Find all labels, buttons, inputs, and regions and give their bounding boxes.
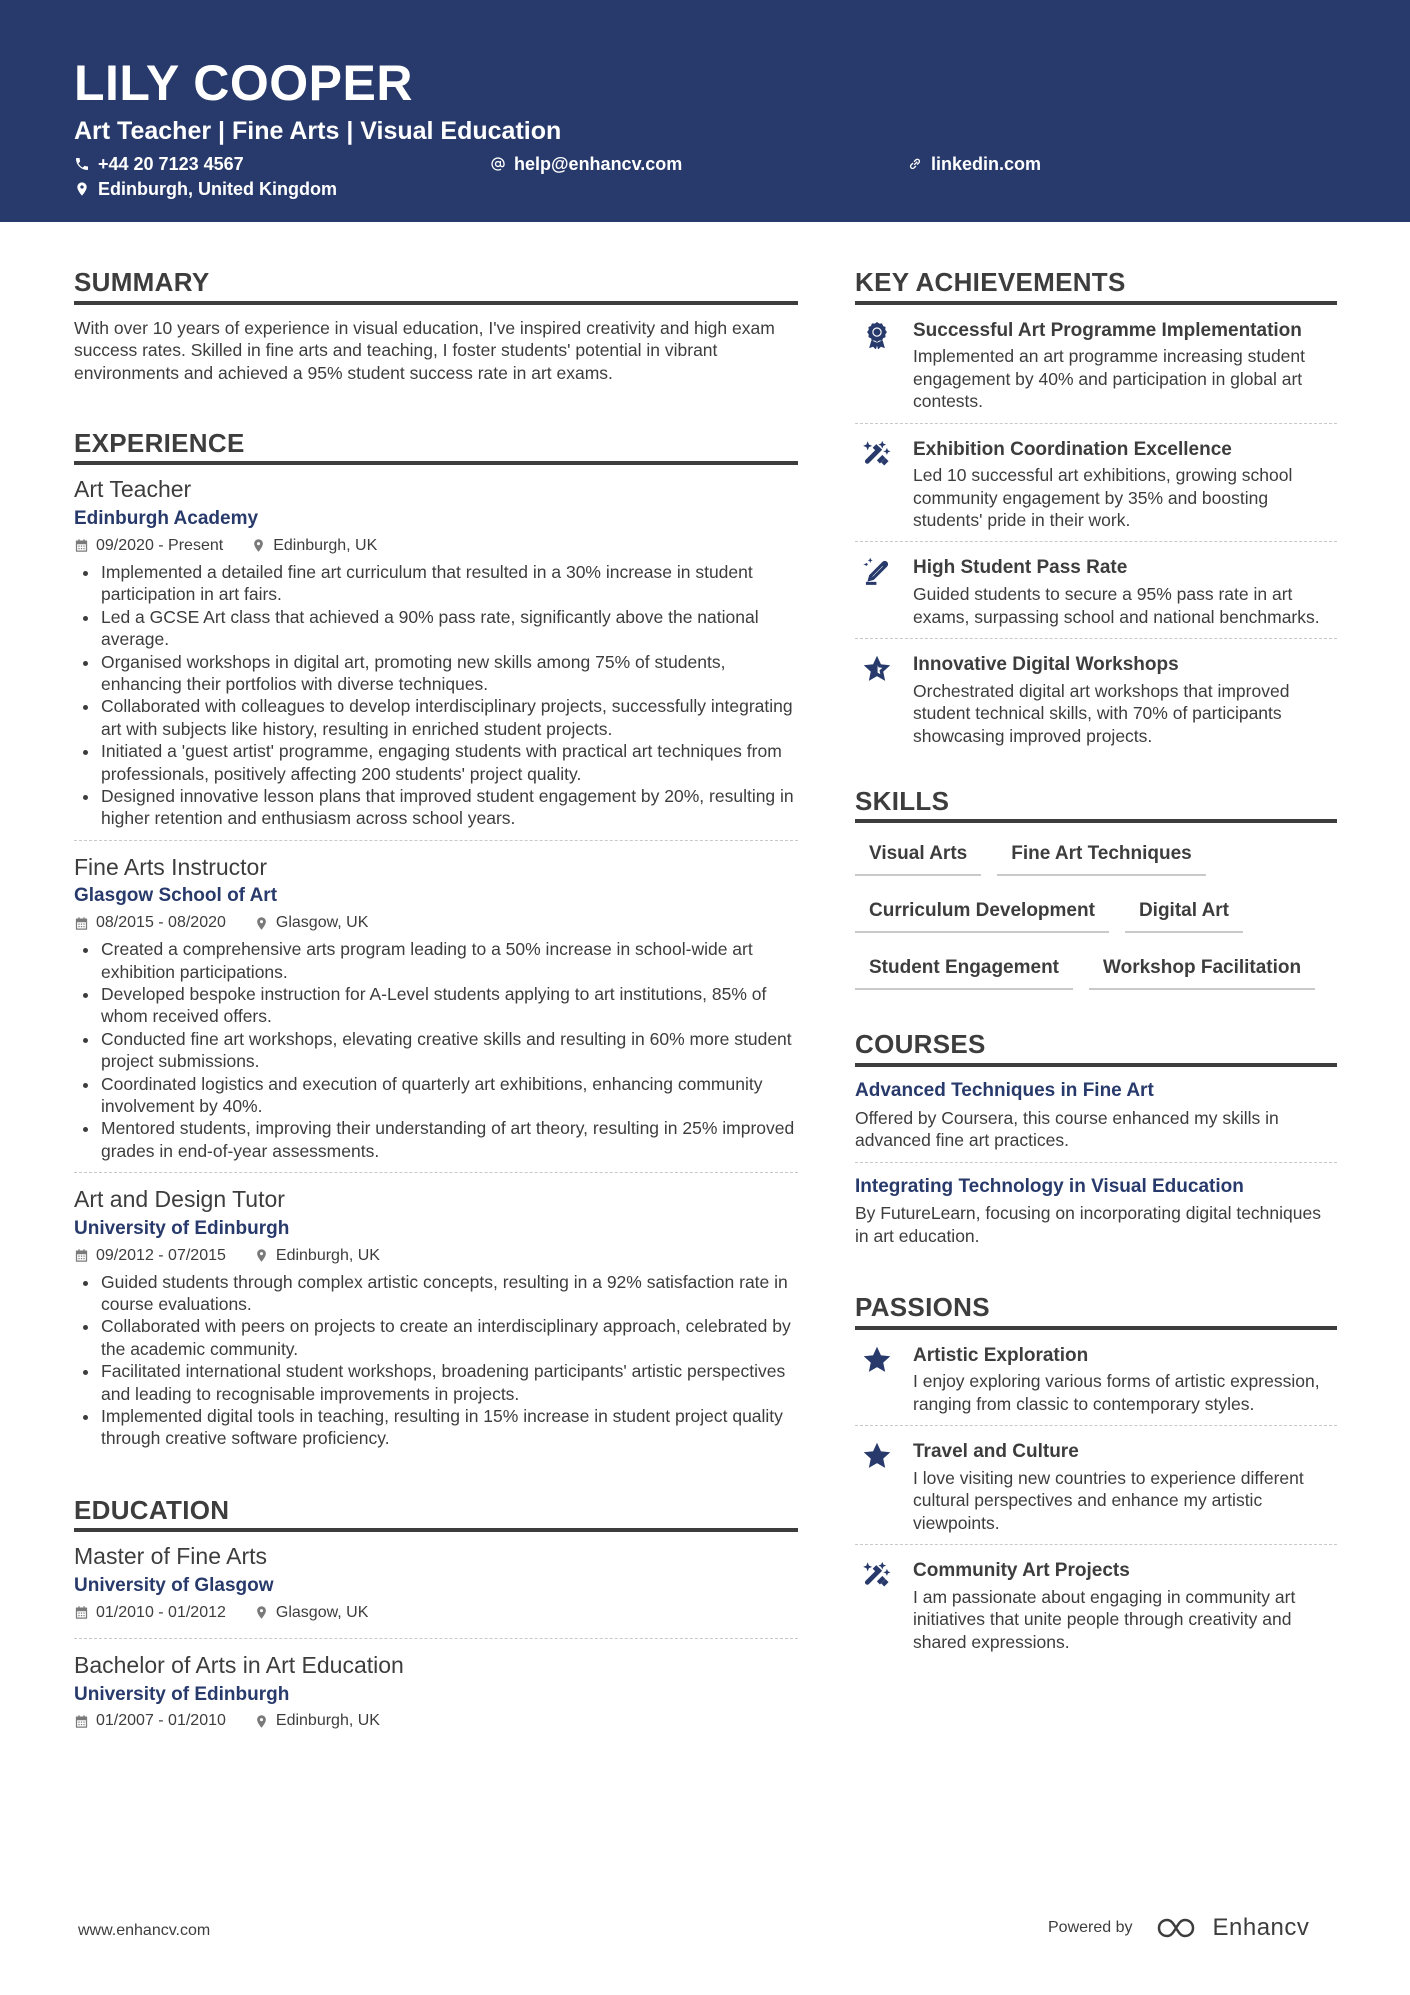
award-icon [863,321,891,349]
passions-title: PASSIONS [855,1293,1337,1330]
at-sign-icon [490,156,506,172]
achievement-title: Successful Art Programme Implementation [913,319,1302,341]
calendar-icon [74,1248,89,1263]
job-location: Edinburgh, UK [275,1246,380,1264]
candidate-tagline: Art Teacher | Fine Arts | Visual Education [74,117,562,145]
bullet-item: Initiated a 'guest artist' programme, engaging students with practical art techniques from professionals, positively affecting 200 students' project quality. [74,740,798,785]
job-bullets [74,1271,798,1450]
location-pin-icon [254,916,269,931]
skills-section [855,787,1337,991]
passions-section [855,1293,1337,1663]
star-icon [863,1346,891,1374]
education-title: EDUCATION [74,1496,798,1533]
job-title: Art and Design Tutor [74,1186,285,1213]
phone-text: +44 20 7123 4567 [98,154,244,174]
education-section [74,1496,798,1747]
summary-title: SUMMARY [74,268,798,305]
right-column [855,268,1337,1699]
bullet-item: Implemented a detailed fine art curriculum that resulted in a 30% increase in student participation in art fairs. [74,561,798,606]
bullet-item: Designed innovative lesson plans that improved student engagement by 20%, resulting in higher retention and enthusiasm across school years. [74,785,798,830]
location-pin-icon [251,538,266,553]
courses-title: COURSES [855,1030,1337,1067]
company-name: Glasgow School of Art [74,885,278,907]
passion-desc: I enjoy exploring various forms of artistic expression, ranging from classic to contemporary styles. [913,1371,1320,1414]
footer-branding [1048,1914,1309,1942]
achievements-title: KEY ACHIEVEMENTS [855,268,1337,305]
bullet-item: Developed bespoke instruction for A-Level students applying to art institutions, 85% of whom received offers. [74,983,798,1028]
school-name: University of Edinburgh [74,1683,290,1705]
course-item [855,1079,1337,1163]
contact-linkedin[interactable] [907,155,1041,173]
contact-location [74,180,337,198]
calendar-icon [74,538,89,553]
bullet-item: Collaborated with colleagues to develop interdisciplinary projects, successfully integrating art with subjects like history, resulting in enriched student projects. [74,695,798,740]
job-title: Art Teacher [74,476,192,503]
achievements-section [855,268,1337,757]
skill-tag: Workshop Facilitation [1089,953,1315,990]
skills-title: SKILLS [855,787,1337,824]
pen-icon [863,558,891,586]
star-icon [863,1442,891,1470]
brand-logo[interactable] [1155,1914,1310,1942]
calendar-icon [74,1605,89,1620]
course-desc: Offered by Coursera, this course enhanced my skills in advanced fine art practices. [855,1107,1279,1151]
education-meta [74,1712,798,1730]
company-name: University of Edinburgh [74,1217,290,1239]
job-location: Edinburgh, UK [273,536,378,554]
courses-section [855,1030,1337,1257]
achievement-title: Innovative Digital Workshops [913,653,1179,675]
passion-title: Travel and Culture [913,1441,1079,1463]
phone-icon [74,156,90,172]
contact-phone [74,155,244,173]
magic-wand-icon [863,440,891,468]
job-location: Glasgow, UK [275,914,369,932]
passion-desc: I am passionate about engaging in community art initiatives that unite people through creativity and shared expressions. [913,1586,1296,1652]
magic-wand-icon [863,1561,891,1589]
education-location: Edinburgh, UK [275,1712,380,1730]
job-meta [74,537,798,555]
brand-name: Enhancv [1212,1914,1310,1941]
education-location: Glasgow, UK [275,1603,369,1621]
skill-tag: Visual Arts [855,839,981,876]
achievement-item [855,649,1337,757]
footer-website[interactable]: www.enhancv.com [78,1922,211,1939]
location-text: Edinburgh, United Kingdom [98,179,337,199]
calendar-icon [74,1714,89,1729]
contact-email[interactable] [490,155,682,173]
school-name: University of Glasgow [74,1575,274,1597]
location-pin-icon [254,1714,269,1729]
achievement-desc: Implemented an art programme increasing student engagement by 40% and participation in global art contests. [913,346,1306,412]
achievement-desc: Orchestrated digital art workshops that improved student technical skills, with 70% of participants showcasing improved projects. [913,680,1290,746]
passion-title: Artistic Exploration [913,1344,1089,1366]
summary-text: With over 10 years of experience in visual education, I've inspired creativity and high exam success rates. Skilled in fine arts and teaching, I foster students' potential in vibrant environments and achieved a 95% student success rate in art exams. [74,317,775,384]
email-text[interactable]: help@enhancv.com [514,154,683,174]
bullet-item: Guided students through complex artistic concepts, resulting in a 92% satisfaction rate in course evaluations. [74,1271,798,1316]
job-dates: 08/2015 - 08/2020 [96,914,226,932]
bullet-item: Facilitated international student workshops, broadening participants' artistic perspectives and leading to recognisable improvements in projects. [74,1360,798,1405]
location-pin-icon [254,1248,269,1263]
bullet-item: Organised workshops in digital art, promoting new skills among 75% of students, enhancing their portfolios with diverse techniques. [74,651,798,696]
resume-header [0,0,1410,222]
star-outline-icon [863,655,891,683]
job-bullets [74,561,798,830]
job-title: Fine Arts Instructor [74,853,268,880]
achievement-item [855,434,1337,543]
education-dates: 01/2007 - 01/2010 [96,1712,226,1730]
linkedin-text[interactable]: linkedin.com [931,154,1042,174]
passion-desc: I love visiting new countries to experience different cultural perspectives and enhance my artistic viewpoints. [913,1468,1304,1533]
course-item [855,1175,1337,1258]
passion-item [855,1340,1337,1427]
course-title: Integrating Technology in Visual Education [855,1175,1244,1197]
skill-tag: Digital Art [1125,896,1243,933]
achievement-item [855,552,1337,639]
achievement-title: High Student Pass Rate [913,557,1128,579]
education-meta [74,1604,798,1622]
skill-tag: Student Engagement [855,953,1073,990]
job-dates: 09/2020 - Present [96,536,224,554]
summary-section [74,268,798,385]
calendar-icon [74,916,89,931]
skills-list [855,835,1337,990]
education-entry [74,1542,798,1639]
achievement-desc: Guided students to secure a 95% pass rate in art exams, surpassing school and national benchmarks. [913,584,1320,627]
achievement-item [855,315,1337,424]
job-dates: 09/2012 - 07/2015 [96,1246,226,1264]
experience-title: EXPERIENCE [74,429,798,466]
education-dates: 01/2010 - 01/2012 [96,1603,226,1621]
left-column [74,268,798,1782]
bullet-item: Mentored students, improving their understanding of art theory, resulting in 25% improved grades in end-of-year assessments. [74,1117,798,1162]
achievement-title: Exhibition Coordination Excellence [913,438,1232,460]
enhancv-logo-icon [1155,1915,1203,1941]
bullet-item: Coordinated logistics and execution of quarterly art exhibitions, enhancing community involvement by 40%. [74,1073,798,1118]
passion-title: Community Art Projects [913,1560,1130,1582]
bullet-item: Created a comprehensive arts program leading to a 50% increase in school-wide art exhibition participations. [74,938,798,983]
company-name: Edinburgh Academy [74,508,259,530]
bullet-item: Implemented digital tools in teaching, resulting in 15% increase in student project quality through creative software proficiency. [74,1405,798,1450]
location-pin-icon [74,181,90,197]
job-meta [74,1247,798,1265]
bullet-item: Collaborated with peers on projects to create an interdisciplinary approach, celebrated by the academic community. [74,1315,798,1360]
job-entry [74,853,798,1173]
experience-section [74,429,798,1460]
bullet-item: Conducted fine art workshops, elevating creative skills and resulting in 60% more student project submissions. [74,1028,798,1073]
skill-tag: Fine Art Techniques [997,839,1206,876]
bullet-item: Led a GCSE Art class that achieved a 90% pass rate, significantly above the national average. [74,606,798,651]
job-entry [74,475,798,840]
job-meta [74,914,798,932]
achievement-desc: Led 10 successful art exhibitions, growing school community engagement by 35% and boosting students' pride in their work. [913,465,1293,531]
powered-by-label: Powered by [1048,1919,1133,1936]
degree-title: Bachelor of Arts in Art Education [74,1651,404,1678]
job-bullets [74,938,798,1162]
link-icon [907,156,923,172]
course-title: Advanced Techniques in Fine Art [855,1080,1154,1102]
passion-item [855,1555,1337,1663]
passion-item [855,1436,1337,1545]
skill-tag: Curriculum Development [855,896,1109,933]
candidate-name: LILY COOPER [74,55,413,111]
location-pin-icon [254,1605,269,1620]
degree-title: Master of Fine Arts [74,1543,268,1570]
course-desc: By FutureLearn, focusing on incorporating digital techniques in art education. [855,1203,1321,1246]
job-entry [74,1185,798,1460]
education-entry [74,1651,798,1747]
